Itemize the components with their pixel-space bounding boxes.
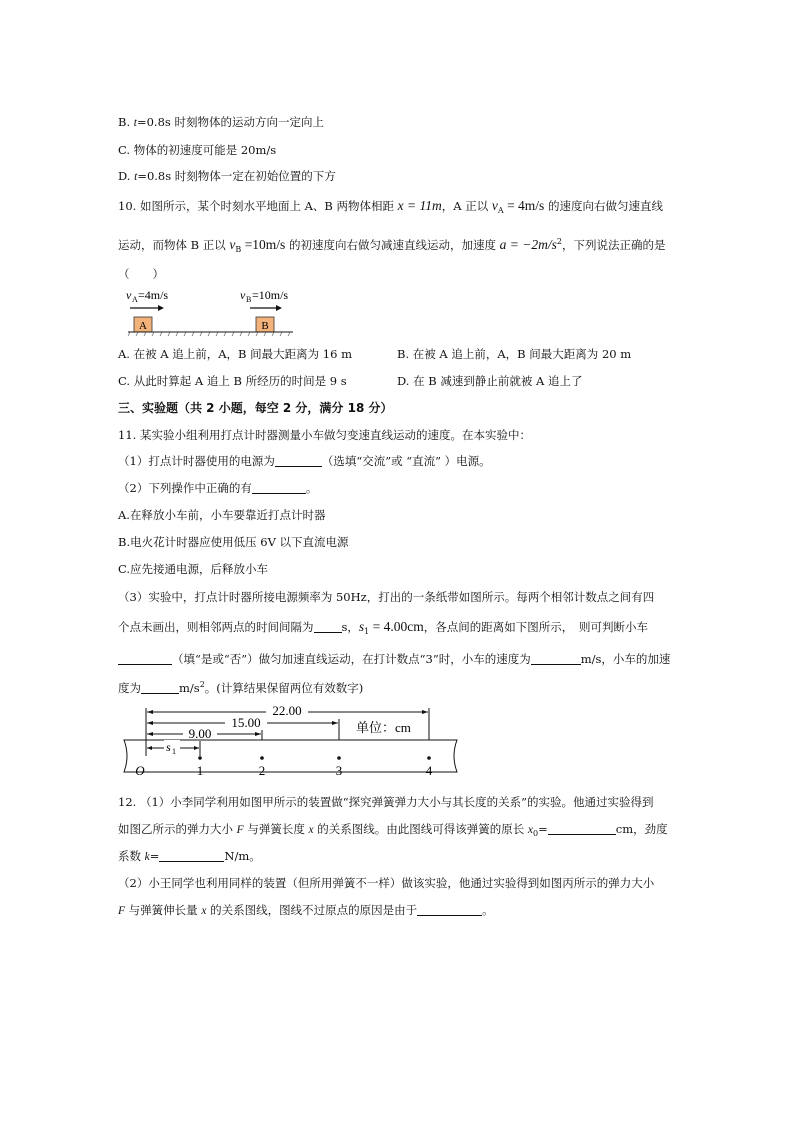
q10-stem-line1 (118, 198, 663, 219)
q10-text: 的初速度向右做匀减速直线运动，加速度 (285, 238, 500, 252)
dim-arrowhead (147, 710, 153, 714)
q11-part2 (118, 480, 317, 496)
q10-vb-subscript: B (235, 245, 242, 254)
q11-text: ，各点间的距离如下图所示， 则可判断小车 (423, 620, 648, 634)
q9-b-t: t (133, 117, 137, 129)
q10-acceleration: a = −2m/s (499, 237, 557, 252)
q12-text: 的关系图线。由此图线可得该弹簧的原长 (313, 822, 528, 836)
section-heading: 三、实验题（共 2 小题，每空 2 分，满分 18 分） (118, 401, 393, 415)
q10-text: 10. 如图所示，某个时刻水平地面上 A、B 两物体相距 (118, 199, 398, 213)
q12-text: 如图乙所示的弹力大小 (118, 822, 237, 836)
dim-arrowhead (194, 746, 199, 750)
q11-text: （1）打点计时器使用的电源为 (118, 454, 275, 468)
dim-arrowhead (422, 710, 428, 714)
q12-text: 的关系图线，图线不过原点的原因是由于 (206, 903, 418, 917)
q11-blank-interval[interactable] (314, 621, 342, 633)
q12-text: 。 (482, 903, 494, 917)
q11-text: 个点未画出，则相邻两点的时间间隔为 (118, 620, 314, 634)
q12-text: 与弹簧伸长量 (125, 903, 202, 917)
q11-text: s， (341, 620, 359, 634)
q9-option-d (118, 168, 336, 185)
q11-text: m/s，小车的加速 (580, 652, 671, 666)
q10-block-b-label: B (261, 320, 269, 332)
q10-block-a-label: A (139, 320, 147, 332)
q10-text: ，A 正以 (441, 199, 492, 213)
q12-text: = (149, 849, 160, 863)
q10-text: ，下列说法正确的是 (561, 238, 666, 252)
q11-part3-line4 (118, 677, 363, 696)
q12-k: k (144, 851, 150, 863)
tape-unit-label: 单位：cm (356, 720, 411, 735)
q10-arrow-b-head (276, 305, 282, 311)
q10-answer-paren: （ ） (118, 267, 164, 281)
q10-fig-va-symbol: v (126, 288, 132, 302)
q11-blank-operations[interactable] (252, 482, 306, 494)
dim-label-15: 15.00 (231, 715, 261, 730)
q11-blank-velocity[interactable] (531, 653, 581, 665)
tape-label-o: O (135, 763, 145, 778)
q12-line4: （2）小王同学也利用同样的装置（但所用弹簧不一样）做该实验，他通过实验得到如图丙所示的弹力大小 (118, 876, 655, 890)
q10-arrow-a-head (158, 305, 164, 311)
q10-text: 的速度向右做匀速直线 (544, 199, 663, 213)
dim-label-22: 22.00 (272, 703, 302, 718)
q12-text: = (538, 822, 548, 836)
q12-x0: x (527, 824, 534, 836)
tape-dot-3 (337, 756, 341, 760)
q10-vb-symbol: v (229, 237, 236, 252)
q10-figure (118, 284, 318, 340)
q11-text: 。(计算结果保留两位有效数字) (204, 681, 364, 695)
tape-dot-4 (427, 756, 431, 760)
q9-d-text: =0.8s 时刻物体一定在初始位置的下方 (137, 169, 336, 183)
q10-option-c: C. 从此时算起 A 追上 B 所经历的时间是 9 s (118, 374, 347, 388)
q10-fig-va-sub: A (132, 295, 138, 304)
q10-distance: x = 11m (397, 198, 442, 213)
q12-line2 (118, 821, 668, 842)
q11-blank-acceleration[interactable] (141, 682, 179, 694)
tape-label-2: 2 (258, 763, 266, 778)
q11-tape-figure (118, 700, 468, 784)
q11-text: （选填“交流”或 “直流” ）电源。 (321, 454, 491, 468)
dim-arrowhead (147, 732, 153, 736)
tape-label-1: 1 (196, 763, 204, 778)
dim-arrowhead (332, 721, 338, 725)
q11-option-c: C.应先接通电源，后释放小车 (118, 562, 269, 576)
q10-fig-vb-value: =10m/s (252, 288, 289, 302)
q12-line5 (118, 902, 494, 919)
q9-option-b (118, 114, 324, 131)
dim-label-s1-sub: 1 (172, 747, 176, 756)
q9-d-t: t (134, 171, 138, 183)
q12-line1: 12. （1）小李同学利用如图甲所示的装置做“探究弹簧弹力大小与其长度的关系”的实验。他通过实验得到 (118, 795, 654, 809)
q11-text: 。 (305, 481, 318, 495)
q11-blank-power[interactable] (275, 455, 322, 467)
q11-s1-symbol: s (358, 619, 365, 634)
q12-text: cm，劲度 (615, 822, 668, 836)
q12-F: F (118, 905, 126, 917)
tape-dot-2 (260, 756, 264, 760)
q11-part1 (118, 453, 491, 469)
q12-text: 与弹簧长度 (243, 822, 309, 836)
q12-text: N/m。 (224, 849, 261, 863)
q11-s1-subscript: 1 (364, 627, 370, 636)
q10-text: 运动，而物体 B 正以 (118, 238, 230, 252)
q10-va-subscript: A (497, 206, 504, 215)
q11-part3-line2 (118, 619, 648, 640)
q12-x0-subscript: 0 (533, 829, 539, 838)
q10-va-value: = 4m/s (503, 198, 545, 213)
q11-option-a: A.在释放小车前，小车要靠近打点计时器 (118, 508, 326, 522)
q10-acceleration-exp: 2 (556, 237, 562, 246)
dim-label-9: 9.00 (188, 726, 212, 741)
q10-vb-value: =10m/s (241, 237, 286, 252)
q11-intro: 11. 某实验小组利用打点计时器测量小车做匀变速直线运动的速度。在本实验中： (118, 428, 531, 442)
q10-va-symbol: v (491, 198, 498, 213)
dim-label-s1: s (166, 740, 171, 754)
q11-part3-line3 (118, 651, 670, 667)
q11-unit-exp: 2 (199, 680, 205, 689)
q12-x: x (201, 905, 207, 917)
tape-dot-1 (198, 756, 202, 760)
q11-s1-value: = 4.00cm (369, 619, 424, 634)
q12-x: x (308, 824, 314, 836)
q11-text: m/s (179, 681, 200, 695)
q11-text: （填“是或“否”）做匀加速直线运动，在打计数点“3”时，小车的速度为 (172, 652, 531, 666)
dim-arrowhead (147, 746, 152, 750)
q11-text: 度为 (118, 681, 141, 695)
q11-option-b: B.电火花计时器应使用低压 6V 以下直流电源 (118, 535, 349, 549)
q10-fig-vb-symbol: v (240, 288, 246, 302)
q10-stem-line2 (118, 234, 665, 258)
q9-b-text: =0.8s 时刻物体的运动方向一定向上 (136, 115, 324, 129)
q12-line3 (118, 848, 261, 865)
q9-option-c: C. 物体的初速度可能是 20m/s (118, 143, 277, 157)
q9-d-prefix: D. (118, 169, 135, 183)
dim-arrowhead (255, 732, 261, 736)
q11-part3-line1: （3）实验中，打点计时器所接电源频率为 50Hz，打出的一条纸带如图所示。每两个相邻计数点之间有四 (118, 590, 655, 604)
q12-F: F (236, 824, 244, 836)
q10-ground-hatch (128, 332, 290, 336)
q10-option-b: B. 在被 A 追上前，A，B 间最大距离为 20 m (397, 347, 632, 361)
q12-blank-reason[interactable] (417, 904, 482, 916)
q12-blank-length[interactable] (548, 823, 616, 835)
q10-fig-vb-sub: B (246, 295, 252, 304)
q10-fig-va-value: =4m/s (138, 288, 169, 302)
q12-text: 系数 (118, 849, 145, 863)
tape-label-4: 4 (425, 763, 433, 778)
q12-blank-stiffness[interactable] (159, 850, 224, 862)
tape-label-3: 3 (335, 763, 343, 778)
q10-option-a: A. 在被 A 追上前，A，B 间最大距离为 16 m (118, 347, 352, 361)
dim-arrowhead (147, 721, 153, 725)
q11-text: （2）下列操作中正确的有 (118, 481, 252, 495)
q9-b-prefix: B. (118, 115, 134, 129)
q11-blank-yes-no[interactable] (118, 653, 172, 665)
q10-option-d: D. 在 B 减速到静止前就被 A 追上了 (397, 374, 583, 388)
